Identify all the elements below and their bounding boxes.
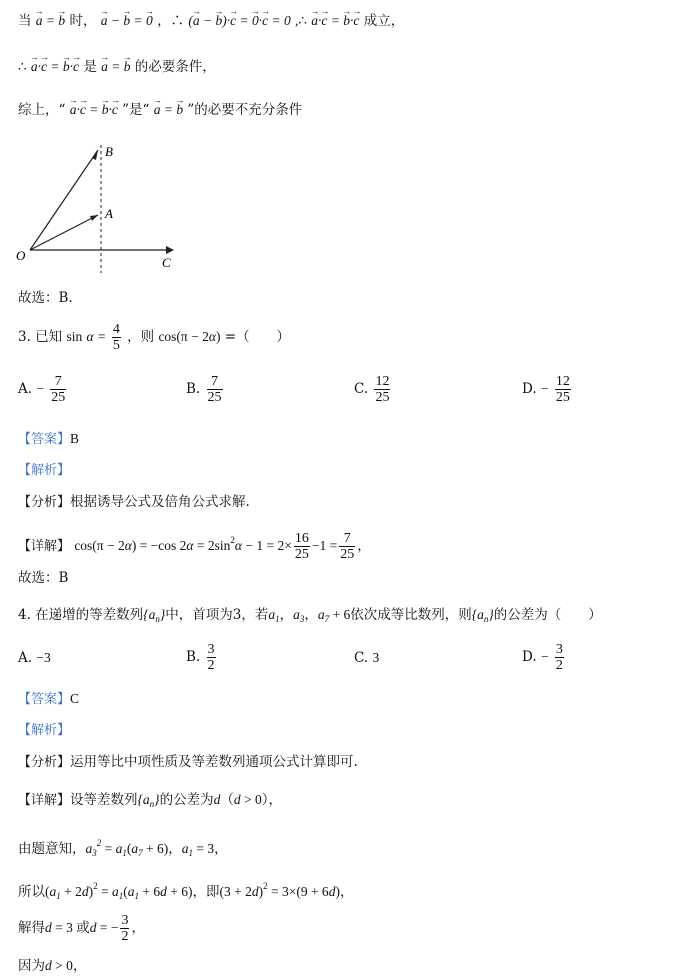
answer1-choose: 故选：B. — [18, 290, 73, 306]
denominator: 25 — [375, 390, 390, 405]
q4-option-b[interactable] — [186, 642, 218, 673]
detail-tag: 【详解】 — [18, 793, 71, 808]
arrowhead-A — [90, 215, 98, 221]
numerator: 3 — [555, 642, 563, 657]
arrowhead-C — [166, 246, 174, 254]
q4-fenxi — [18, 753, 358, 772]
text: ，则 — [127, 329, 155, 345]
q3-option-a[interactable] — [18, 374, 68, 405]
sign: − — [540, 381, 549, 396]
numerator: 3 — [207, 642, 215, 657]
option-letter: A. — [18, 381, 33, 397]
q3-fenxi — [18, 493, 250, 512]
sign: − — [36, 381, 44, 396]
q3-choose: 故选：B — [18, 570, 69, 586]
option-letter: C. — [354, 650, 369, 666]
text: ”的必要不充分条件 — [187, 102, 303, 118]
denominator: 25 — [207, 390, 222, 405]
q3-option-b[interactable] — [186, 374, 225, 405]
q4-option-c[interactable] — [354, 650, 379, 666]
fenxi-tag: 【分析】 — [18, 495, 71, 510]
option-letter: A. — [18, 650, 33, 666]
label-C: C — [162, 255, 171, 270]
text: 的公差为（ ） — [493, 607, 602, 623]
q3-detail: 【详解】 cos(π − 2α) = −cos $2\alpha = 2\sin^2\alpha - 1 = 2\times$ $\frac{16}{25}$ −1 = $\frac{7}{25}$ ， — [18, 531, 371, 562]
q3-analysis-tag — [18, 461, 70, 480]
text: 由题意知， — [18, 841, 86, 857]
text: 3. 已知 — [18, 329, 63, 345]
text: 的公差为 — [159, 792, 214, 808]
option-letter: C. — [354, 381, 369, 397]
answer-value: C — [70, 691, 80, 706]
option-value: −3 — [36, 650, 51, 665]
text: ，∴ — [157, 13, 185, 29]
q4-option-a[interactable] — [18, 650, 51, 666]
vector-OA — [30, 215, 98, 250]
option-value: 3 — [372, 650, 380, 665]
text: 因为 — [18, 958, 45, 974]
q3-option-c[interactable] — [354, 374, 392, 405]
answer-tag: 【答案】 — [18, 432, 71, 447]
text: 当 — [18, 13, 32, 29]
proof-line-3: 综上，“ → a·→ c = → b·→ c ”是“ → a = → b ”的必要不充分条件 — [18, 101, 302, 119]
q4-given: 由题意知，$a_3^2 = a_1(a_7 + 6)$，$a_1 = 3$， — [18, 838, 228, 858]
text: 设等差数列 — [70, 792, 138, 808]
text: ”是“ — [122, 102, 150, 118]
text: 所以 — [18, 884, 45, 900]
q4-answer — [18, 690, 79, 709]
text: ，即 — [192, 884, 220, 900]
label-A: A — [105, 206, 113, 221]
detail-tag: 【详解】 — [18, 539, 71, 554]
vector-figure — [10, 140, 190, 275]
option-letter: B. — [186, 381, 201, 397]
text: ∴ — [18, 59, 27, 75]
fenxi-text: 根据诱导公式及倍角公式求解. — [70, 494, 250, 510]
q3-option-d[interactable] — [522, 374, 573, 405]
text: =（ ） — [224, 329, 291, 345]
option-letter: B. — [186, 649, 201, 665]
text: 4. 在递增的等差数列 — [18, 607, 144, 623]
option-letter: D. — [522, 381, 537, 397]
text: （ — [220, 792, 234, 808]
q4-solve: 解得d = 3 或d = − $\frac{3}{2}$ ， — [18, 913, 145, 944]
denominator: 2 — [555, 658, 563, 673]
analysis-tag: 【解析】 — [18, 463, 71, 478]
text: 中，首项为3，若 — [165, 607, 269, 623]
numerator: 12 — [375, 374, 390, 389]
q4-detail: 【详解】设等差数列$\{a_n\}$的公差为d（d > 0）， — [18, 792, 282, 809]
text: 是 — [83, 59, 97, 75]
q4-because: 因为d > 0， — [18, 958, 87, 974]
text: 依次成等比数列，则 — [350, 607, 472, 623]
text: 解得 — [18, 920, 45, 936]
q3-answer — [18, 430, 79, 449]
denominator: 2 — [207, 658, 215, 673]
answer-value: B — [70, 431, 80, 446]
proof-line-2: ∴ → a·→ c = → b·→ c 是 → a = → b 的必要条件， — [18, 58, 216, 76]
text: 时， — [69, 13, 97, 29]
text: 的必要条件， — [134, 59, 216, 75]
q4-analysis-tag — [18, 721, 70, 740]
text: 或 — [76, 920, 90, 936]
text: ）， — [261, 792, 282, 808]
label-B: B — [105, 144, 113, 159]
label-O: O — [16, 248, 26, 263]
q4-option-d[interactable] — [522, 642, 566, 673]
text: 成立， — [363, 13, 405, 29]
option-letter: D. — [522, 649, 537, 665]
proof-line-1: 当 → a = → b 时， → a − → b = → 0 ，∴ (→ a − → b)·→ c = → 0·→ c = 0 ,∴ → a·→ c = → b·→ c 成立， — [18, 12, 404, 30]
numerator: 12 — [555, 374, 570, 389]
denominator: 25 — [555, 390, 570, 405]
fenxi-tag: 【分析】 — [18, 755, 71, 770]
text: 综上，“ — [18, 102, 66, 118]
q4-so: 所以$(a_1 + 2d)^2 = a_1(a_1 + 6d + 6)$，即$(3 + 2d)^2 = 3\times(9 + 6d)$， — [18, 881, 354, 901]
numerator: 7 — [211, 374, 219, 389]
denominator: 25 — [51, 390, 66, 405]
answer-tag: 【答案】 — [18, 692, 71, 707]
q4-stem: 4. 在递增的等差数列$\{a_n\}$中，首项为3，若$a_1$，$a_3$，$a_7 + 6$依次成等比数列，则$\{a_n\}$的公差为（ ） — [18, 607, 602, 624]
fenxi-text: 运用等比中项性质及等差数列通项公式计算即可. — [70, 754, 358, 770]
vector-OB — [30, 150, 98, 250]
analysis-tag: 【解析】 — [18, 723, 71, 738]
numerator: 7 — [54, 374, 62, 389]
fraction: $\frac{4}{5}$ — [112, 322, 120, 353]
q3-stem: 3. 已知 sin α = $\frac{4}{5}$ ，则 cos(π − 2α) =（ ） — [18, 322, 291, 353]
sign: − — [540, 649, 549, 664]
